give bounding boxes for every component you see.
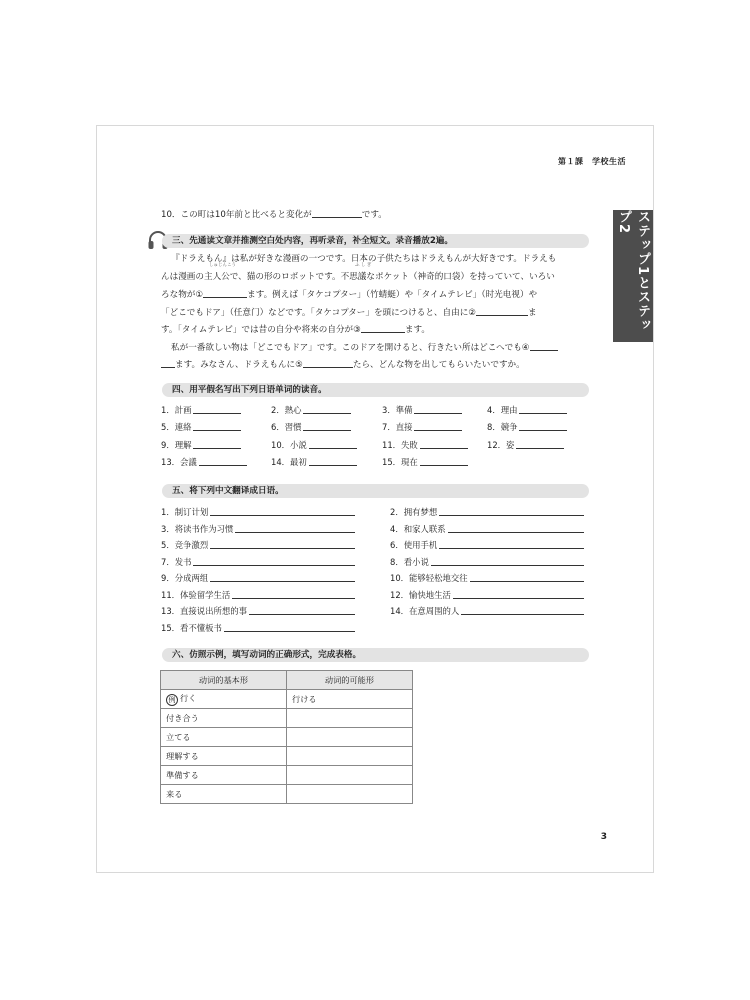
table-row	[161, 690, 413, 709]
answer-blank-3[interactable]	[361, 323, 405, 333]
page-number: 3	[600, 832, 607, 842]
passage-line-7	[161, 358, 525, 371]
vocab-item	[382, 404, 462, 416]
vocab-word: 3．準備	[382, 405, 413, 415]
vocab-word: 2．熱心	[271, 405, 302, 415]
potential-form-input[interactable]	[287, 747, 413, 766]
answer-blank-5[interactable]	[303, 358, 353, 368]
chinese-phrase: 9．分成两组	[161, 573, 209, 583]
vocab-word: 7．直接	[382, 422, 413, 432]
passage-text: す。「タイムテレビ」では昔の自分や将来の自分が③	[161, 325, 361, 335]
reading-blank[interactable]	[414, 404, 462, 414]
workbook-page	[96, 125, 654, 873]
passage-text: 「どこでもドア」（任意门）などです。「タケコプター」を頭につけると、自由に②	[161, 308, 477, 318]
vocab-word: 8．競争	[487, 422, 518, 432]
potential-form-input[interactable]	[287, 709, 413, 728]
translation-blank[interactable]	[439, 539, 584, 549]
translation-item	[390, 605, 584, 617]
base-form-cell: 来る	[161, 785, 287, 804]
section-3-header	[162, 234, 589, 248]
translation-item	[390, 539, 584, 551]
chinese-phrase: 2．拥有梦想	[390, 507, 438, 517]
chinese-phrase: 12．愉快地生活	[390, 589, 451, 600]
base-form-text: 行く	[180, 692, 197, 703]
translation-item	[390, 572, 584, 584]
base-form-cell: 付き合う	[161, 709, 287, 728]
translation-blank[interactable]	[232, 589, 355, 599]
translation-item	[161, 572, 355, 584]
vocab-word: 4．理由	[487, 405, 518, 415]
chinese-phrase: 10．能够轻松地交往	[390, 573, 468, 583]
translation-item	[390, 556, 584, 568]
vocab-word: 10．小説	[271, 440, 307, 450]
translation-blank[interactable]	[461, 605, 584, 615]
reading-blank[interactable]	[303, 421, 351, 431]
passage-line-4	[161, 306, 537, 319]
section-6-header	[162, 648, 589, 662]
potential-form-input[interactable]	[287, 728, 413, 747]
chinese-phrase: 7．发书	[161, 556, 192, 567]
vocab-item	[382, 421, 462, 433]
answer-blank-1[interactable]	[203, 288, 247, 298]
translation-blank[interactable]	[448, 523, 584, 533]
translation-item	[161, 539, 355, 551]
translation-blank[interactable]	[470, 572, 584, 582]
answer-blank-4[interactable]	[530, 341, 558, 351]
table-row	[161, 766, 413, 785]
vocab-item	[271, 404, 351, 416]
answer-blank-4-cont[interactable]	[161, 358, 175, 368]
verb-table	[160, 670, 413, 804]
potential-form-cell: 行ける	[287, 690, 413, 709]
chinese-phrase: 6．使用手机	[390, 540, 438, 550]
passage-text: ます。	[404, 325, 430, 335]
reading-blank[interactable]	[519, 421, 567, 431]
reading-blank[interactable]	[516, 439, 564, 449]
translation-item	[161, 589, 355, 601]
translation-blank[interactable]	[193, 556, 355, 566]
vocab-item	[271, 421, 351, 433]
reading-blank[interactable]	[193, 439, 241, 449]
vocab-item	[487, 439, 564, 451]
translation-blank[interactable]	[431, 556, 584, 566]
translation-item	[161, 506, 355, 518]
reading-blank[interactable]	[309, 456, 357, 466]
base-form-cell: 理解する	[161, 747, 287, 766]
section-5-title: 五、将下列中文翻译成日语。	[172, 486, 284, 496]
passage-text: たら、どんな物を出してもらいたいですか。	[352, 360, 525, 370]
table-row	[161, 747, 413, 766]
translation-item	[161, 556, 355, 568]
translation-blank[interactable]	[210, 539, 355, 549]
table-row	[161, 785, 413, 804]
passage-line-1: 『ドラえもん』は私が好きな漫画の一つです。日本の子供たちはドラえもんが大好きです。ドラえも	[171, 254, 557, 264]
chinese-phrase: 15．看不懂板书	[161, 622, 222, 633]
vocab-item	[271, 456, 357, 468]
vocab-word: 9．理解	[161, 440, 192, 450]
table-row	[161, 709, 413, 728]
section-3-title: 三、先通读文章并推测空白处内容，再听录音，补全短文。录音播放2遍。	[172, 236, 453, 246]
base-form-cell: 立てる	[161, 728, 287, 747]
vocab-word: 6．習慣	[271, 422, 302, 432]
vocab-word: 11．失敗	[382, 440, 418, 450]
reading-blank[interactable]	[193, 421, 241, 431]
section-4-title: 四、用平假名写出下列日语单词的读音。	[172, 385, 327, 395]
reading-blank[interactable]	[420, 439, 468, 449]
reading-blank[interactable]	[309, 439, 357, 449]
translation-item	[390, 589, 584, 601]
translation-blank[interactable]	[439, 506, 584, 516]
chinese-phrase: 1．制订计划	[161, 507, 209, 517]
passage-line-2: んは漫画の主人公で、猫の形のロボットです。不思議なポケット（神奇的口袋）を持っていて、いろい	[161, 272, 555, 282]
chinese-phrase: 11．体验留学生活	[161, 589, 231, 600]
potential-form-input[interactable]	[287, 766, 413, 785]
vocab-word: 14．最初	[271, 457, 307, 467]
passage-text: ろな物が①	[161, 290, 204, 300]
vocab-item	[271, 439, 357, 451]
vocab-item	[161, 439, 241, 451]
vocab-item	[161, 456, 247, 468]
passage-line-3	[161, 288, 537, 301]
column-header-potential: 动词的可能形	[287, 671, 413, 690]
translation-blank[interactable]	[224, 622, 355, 632]
chinese-phrase: 14．在意周围的人	[390, 606, 460, 616]
passage-line-5	[161, 323, 430, 336]
reading-blank[interactable]	[519, 404, 567, 414]
vocab-word: 1．計画	[161, 405, 192, 415]
side-tab	[613, 210, 653, 342]
reading-blank[interactable]	[193, 404, 241, 414]
translation-item	[161, 605, 355, 617]
translation-blank[interactable]	[235, 523, 355, 533]
chinese-phrase: 13．直接说出所想的事	[161, 606, 248, 616]
chapter-header: 第１課 学校生活	[558, 157, 626, 166]
answer-blank-2[interactable]	[476, 306, 528, 316]
vocab-word: 5．連絡	[161, 422, 192, 432]
translation-blank[interactable]	[249, 605, 355, 615]
reading-blank[interactable]	[420, 456, 468, 466]
translation-item	[390, 506, 584, 518]
vocab-item	[487, 421, 567, 433]
passage-text: 私が一番欲しい物は「どこでもドア」です。このドアを開けると、行きたい所はどこへでも④	[171, 343, 530, 353]
passage-text: ま	[528, 308, 537, 318]
vocab-item	[382, 439, 468, 451]
column-header-base: 动词的基本形	[161, 671, 287, 690]
example-mark: 例	[166, 694, 178, 706]
base-form-cell: 準備する	[161, 766, 287, 785]
vocab-item	[161, 404, 241, 416]
question-10-suffix: です。	[361, 210, 387, 220]
chinese-phrase: 4．和家人联系	[390, 523, 446, 534]
section-5-header	[162, 484, 589, 498]
translation-item	[161, 622, 355, 634]
question-10-text: 10．この町は10年前と比べると変化が	[161, 210, 312, 220]
passage-line-6	[171, 341, 558, 354]
reading-blank[interactable]	[303, 404, 351, 414]
vocab-item	[487, 404, 567, 416]
potential-form-input[interactable]	[287, 785, 413, 804]
translation-item	[161, 523, 355, 535]
question-10	[161, 208, 387, 221]
translation-blank[interactable]	[210, 572, 355, 582]
reading-blank[interactable]	[199, 456, 247, 466]
translation-blank[interactable]	[453, 589, 584, 599]
section-6-title: 六、仿照示例，填写动词的正确形式，完成表格。	[172, 650, 362, 660]
reading-blank[interactable]	[414, 421, 462, 431]
translation-item	[390, 523, 584, 535]
table-row	[161, 728, 413, 747]
section-4-header	[162, 383, 589, 397]
ruby-shujinkou: しゅじんこう	[209, 263, 236, 268]
chinese-phrase: 5．竞争激烈	[161, 540, 209, 550]
vocab-item	[382, 456, 468, 468]
passage-text: ます。例えば「タケコプター」（竹蜻蜓）や「タイムテレビ」（时光电视）や	[247, 290, 538, 300]
vocab-word: 12．姿	[487, 440, 515, 450]
ruby-fushigi: ふ し ぎ	[355, 263, 372, 268]
vocab-word: 15．現在	[382, 457, 418, 467]
chinese-phrase: 3．将读书作为习惯	[161, 523, 234, 534]
side-tab-label: ステップ1とステップ2	[616, 210, 650, 333]
base-form-cell	[161, 690, 287, 709]
translation-blank[interactable]	[210, 506, 355, 516]
passage-text: ます。みなさん、ドラえもんに⑤	[175, 360, 303, 370]
vocab-word: 13．会議	[161, 457, 197, 467]
answer-blank[interactable]	[312, 208, 362, 218]
vocab-item	[161, 421, 241, 433]
chinese-phrase: 8．看小说	[390, 556, 429, 567]
